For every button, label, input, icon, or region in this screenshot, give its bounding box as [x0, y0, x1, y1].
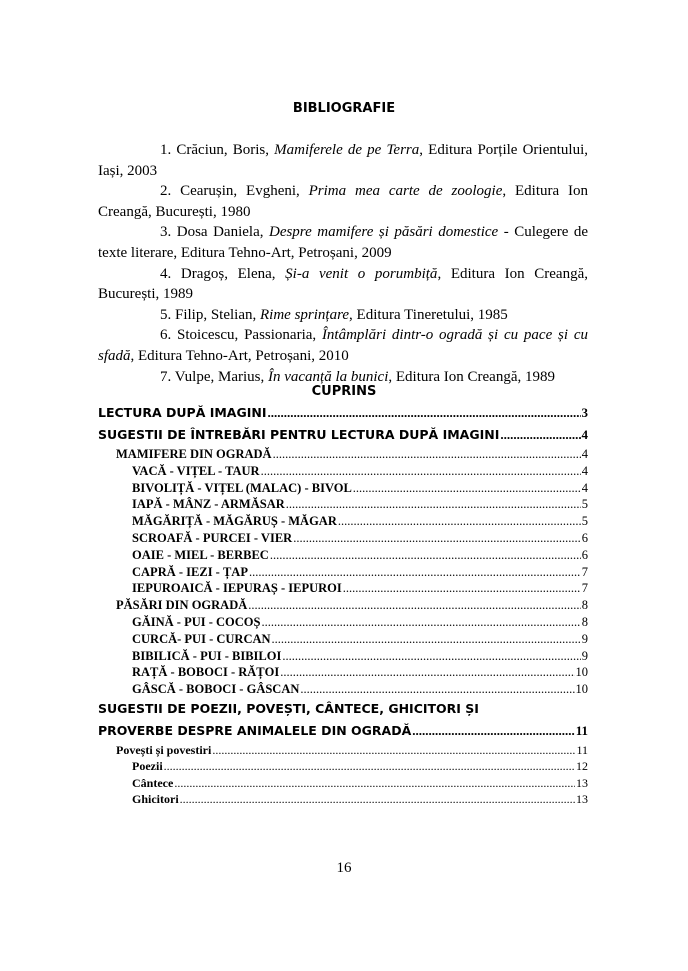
toc-entry[interactable] — [98, 775, 588, 792]
toc-entry-label: PROVERBE DESPRE ANIMALELE DIN OGRADĂ — [98, 722, 412, 738]
toc-leader — [248, 597, 580, 614]
toc-entry-label: IAPĂ - MÂNZ - ARMĂSAR — [132, 497, 285, 512]
toc-entry-label: VACĂ - VIȚEL - TAUR — [132, 463, 260, 478]
toc-page-number: 4 — [581, 427, 588, 442]
toc-entry-label: SUGESTII DE POEZII, POVEȘTI, CÂNTECE, GHICITORI ȘI — [98, 700, 479, 716]
toc-entry[interactable] — [98, 463, 588, 480]
toc-entry[interactable] — [98, 480, 588, 497]
toc-page-number: 3 — [581, 405, 588, 420]
toc-entry-label: BIVOLIȚĂ - VIȚEL (MALAC) - BIVOL — [132, 480, 352, 495]
toc-leader — [343, 580, 581, 597]
toc-leader — [270, 547, 581, 564]
toc-leader — [293, 530, 581, 547]
toc-page-number: 8 — [581, 614, 588, 629]
toc-entry[interactable] — [98, 681, 588, 698]
toc-leader — [500, 424, 580, 446]
toc-entry-label: Ghicitori — [132, 792, 179, 807]
toc-leader — [212, 742, 575, 759]
entry-author: 6. Stoicescu, Passionaria, — [160, 327, 322, 344]
toc-entry[interactable] — [98, 664, 588, 681]
entry-author: 1. Crăciun, Boris, — [160, 142, 275, 158]
toc-page-number: 10 — [575, 665, 588, 680]
toc-entry-label: Poezii — [132, 759, 163, 774]
toc-leader — [273, 446, 581, 463]
toc-entry-label: LECTURA DUPĂ IMAGINI — [98, 405, 267, 420]
toc-leader — [268, 402, 581, 424]
toc-entry-label: PĂSĂRI DIN OGRADĂ — [116, 598, 248, 613]
toc-page-number: 6 — [581, 547, 588, 562]
toc-page-number: 11 — [576, 742, 588, 757]
toc-entry[interactable] — [98, 742, 588, 759]
toc-page-number: 5 — [581, 497, 588, 512]
bibliography-entry — [98, 181, 588, 222]
toc-entry[interactable] — [98, 791, 588, 808]
toc-entry[interactable] — [98, 720, 588, 742]
toc-leader — [280, 664, 574, 681]
toc-page-number: 7 — [581, 564, 588, 579]
toc-entry[interactable] — [98, 402, 588, 424]
toc-leader — [272, 631, 581, 648]
toc-entry-label: IEPUROAICĂ - IEPURAȘ - IEPUROI — [132, 581, 342, 596]
entry-author: 7. Vulpe, Marius, — [160, 368, 268, 385]
entry-publisher: , Editura Tineretului, 1985 — [349, 306, 508, 323]
toc-leader — [261, 614, 580, 631]
toc-entry[interactable] — [98, 614, 588, 631]
toc-leader — [353, 480, 581, 497]
toc-entry-label: GĂINĂ - PUI - COCOȘ — [132, 614, 261, 629]
toc-entry-label: CAPRĂ - IEZI - ȚAP — [132, 564, 248, 579]
toc-page-number: 4 — [581, 463, 588, 478]
entry-publisher: , Editura Ion Creangă, București, 1980 — [98, 183, 588, 220]
toc-entry[interactable] — [98, 758, 588, 775]
toc-leader — [412, 720, 574, 742]
toc-entry[interactable] — [98, 496, 588, 513]
toc-entry-label: Cântece — [132, 775, 174, 790]
bibliography-entry — [98, 325, 588, 366]
entry-author: 5. Filip, Stelian, — [160, 306, 261, 323]
toc-page-number: 9 — [581, 648, 588, 663]
toc-page-number: 5 — [581, 514, 588, 529]
entry-author: 4. Dragoș, Elena, — [160, 265, 286, 282]
toc-entry[interactable] — [98, 564, 588, 581]
toc-leader — [300, 681, 574, 698]
toc-page-number: 9 — [581, 631, 588, 646]
toc-leader — [282, 648, 580, 665]
entry-title: Rime sprințare — [260, 306, 350, 323]
toc-entry-label: RAȚĂ - BOBOCI - RĂȚOI — [132, 665, 280, 680]
entry-title: Și-a venit o porumbiță — [285, 265, 438, 282]
toc-entry-label: SUGESTII DE ÎNTREBĂRI PENTRU LECTURA DUPĂ IMAGINI — [98, 427, 500, 442]
toc-entry-label: GÂSCĂ - BOBOCI - GÂSCAN — [132, 682, 300, 697]
toc-entry-label: MAMIFERE DIN OGRADĂ — [116, 447, 272, 461]
toc-leader — [164, 758, 575, 775]
toc-page-number: 12 — [576, 759, 588, 774]
toc-page-number: 13 — [576, 775, 588, 790]
bibliography-heading: BIBLIOGRAFIE — [292, 101, 396, 116]
toc-leader — [180, 791, 575, 808]
toc-page-number: 7 — [581, 581, 588, 596]
toc-entry-label: MĂGĂRIȚĂ - MĂGĂRUȘ - MĂGAR — [132, 514, 337, 529]
entry-title: Întâmplări dintr-o ogradă și cu pace și cu sfadă — [98, 327, 588, 364]
toc-leader — [249, 564, 581, 581]
entry-title: Mamiferele de pe Terra — [274, 142, 420, 158]
toc-entry[interactable] — [98, 530, 588, 547]
toc-page-number: 4 — [581, 447, 588, 461]
entry-publisher: , Editura Tehno-Art, Petroșani, 2010 — [130, 347, 349, 364]
bibliography-entry — [98, 222, 588, 263]
bibliography-entry — [98, 264, 588, 305]
toc-entry-label: CURCĂ- PUI - CURCAN — [132, 631, 271, 646]
toc-entry[interactable] — [98, 698, 588, 720]
entry-publisher: , Editura Ion Creangă, 1989 — [388, 368, 555, 385]
toc-entry[interactable] — [98, 597, 588, 614]
entry-publisher: - Culegere de texte literare, Editura Tehno-Art, Petroșani, 2009 — [98, 224, 589, 261]
entry-author: 2. Cearușin, Evgheni, — [160, 183, 309, 200]
toc-entry[interactable] — [98, 547, 588, 564]
toc-page-number: 4 — [581, 480, 588, 495]
page-number: 16 — [336, 860, 352, 876]
toc-leader — [286, 496, 581, 513]
toc-entry[interactable] — [98, 513, 588, 530]
bibliography-list — [98, 140, 588, 387]
toc-leader — [174, 775, 575, 792]
toc-entry[interactable] — [98, 580, 588, 597]
toc-page-number: 10 — [575, 682, 588, 697]
toc-entry[interactable] — [98, 631, 588, 648]
bibliography-entry — [98, 305, 588, 326]
toc-entry-label: OAIE - MIEL - BERBEC — [132, 547, 269, 562]
entry-title: În vacanță la bunici — [267, 368, 389, 385]
entry-publisher: , Editura Ion Creangă, București, 1989 — [98, 265, 588, 303]
toc-entry-label: SCROAFĂ - PURCEI - VIER — [132, 530, 293, 545]
toc-entry-label: BIBILICĂ - PUI - BIBILOI — [132, 648, 282, 663]
table-of-contents — [98, 402, 588, 808]
toc-heading: CUPRINS — [311, 384, 377, 399]
entry-publisher: , Editura Porțile Orientului, Iași, 2003 — [98, 142, 588, 179]
bibliography-entry — [98, 140, 588, 181]
toc-page-number: 8 — [581, 598, 588, 613]
toc-page-number: 13 — [576, 792, 588, 807]
entry-title: Prima mea carte de zoologie — [308, 183, 503, 200]
toc-entry[interactable] — [98, 648, 588, 665]
toc-leader — [261, 463, 581, 480]
toc-entry-label: Povești și povestiri — [116, 742, 212, 757]
entry-author: 3. Dosa Daniela, — [160, 224, 269, 241]
toc-leader — [338, 513, 581, 530]
toc-page-number: 11 — [575, 722, 588, 738]
toc-entry[interactable] — [98, 446, 588, 463]
toc-entry[interactable] — [98, 424, 588, 446]
toc-page-number: 6 — [581, 530, 588, 545]
entry-title: Despre mamifere și păsări domestice — [268, 224, 499, 241]
